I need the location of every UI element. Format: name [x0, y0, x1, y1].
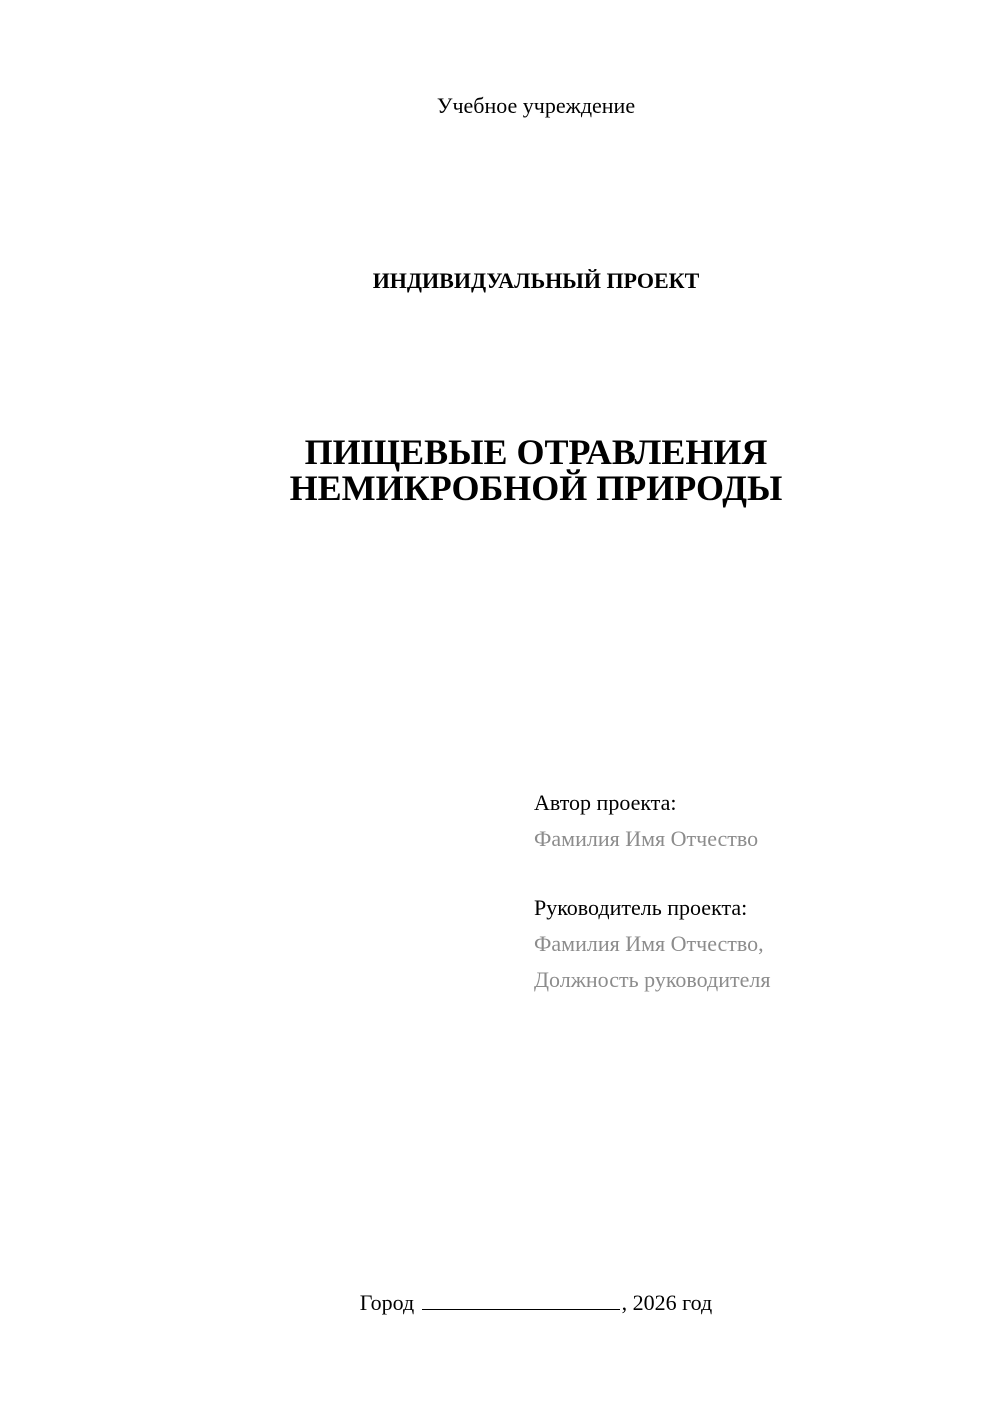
city-label: Город — [359, 1290, 415, 1315]
author-block — [534, 785, 974, 857]
project-title-line-2: НЕМИКРОБНОЙ ПРИРОДЫ — [289, 468, 783, 508]
project-title — [0, 434, 1000, 506]
institution-name: Учебное учреждение — [436, 93, 636, 118]
supervisor-position: Должность руководителя — [534, 967, 771, 992]
city-blank-line — [422, 1289, 620, 1310]
year-text: , 2026 год — [621, 1290, 713, 1315]
supervisor-label: Руководитель проекта: — [534, 895, 748, 920]
supervisor-name: Фамилия Имя Отчество, — [534, 931, 764, 956]
author-name: Фамилия Имя Отчество — [534, 826, 759, 851]
footer-city-year — [0, 1288, 1000, 1318]
project-title-line-1: ПИЩЕВЫЕ ОТРАВЛЕНИЯ — [304, 432, 768, 472]
document-type: ИНДИВИДУАЛЬНЫЙ ПРОЕКТ — [372, 268, 700, 293]
author-label: Автор проекта: — [534, 790, 677, 815]
supervisor-block — [534, 890, 974, 998]
